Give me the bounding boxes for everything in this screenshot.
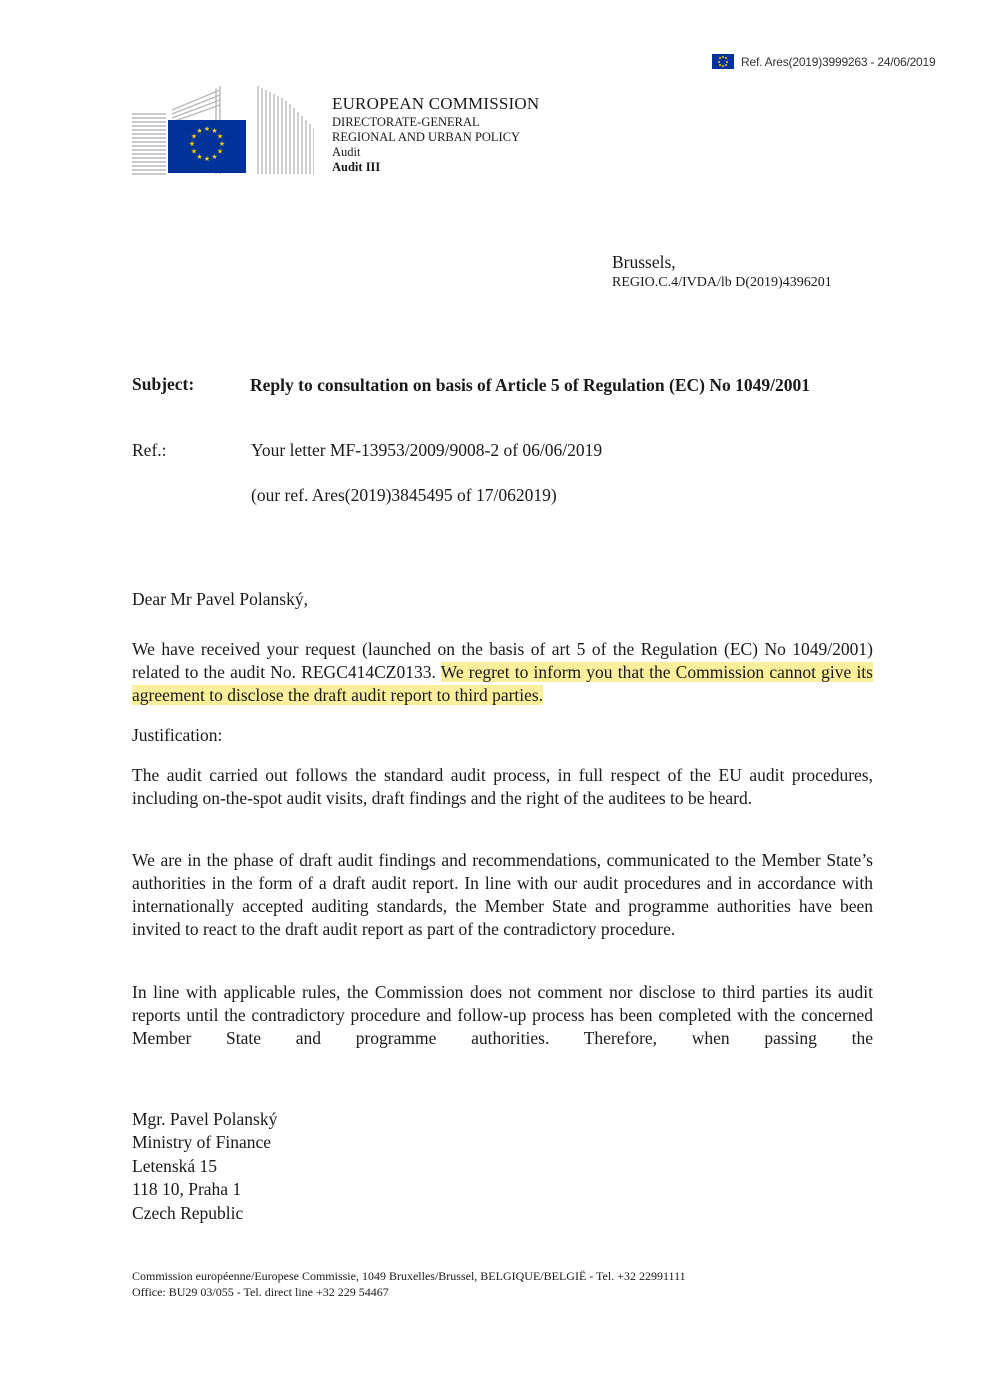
recipient-name: Mgr. Pavel Polanský	[132, 1109, 278, 1129]
paragraph-applicable-rules: In line with applicable rules, the Commission does not comment nor disclose to third parties its audit reports until the contradictory procedure and follow-up process has been completed with the concerned Member State and programme authorities. Therefore, when passing the	[132, 982, 873, 1048]
footer-office: Office: BU29 03/055 - Tel. direct line +32 229 54467	[132, 1285, 389, 1299]
ref-label: Ref.:	[132, 440, 167, 460]
svg-text:★: ★	[190, 147, 198, 156]
eu-flag-icon	[712, 54, 734, 69]
footer-address: Commission européenne/Europese Commissie, 1049 Bruxelles/Brussel, BELGIQUE/BELGIË - Tel. +32 22991111	[132, 1269, 686, 1283]
svg-text:★: ★	[196, 153, 203, 161]
svg-text:★: ★	[216, 132, 224, 141]
paragraph-request	[132, 638, 873, 707]
ares-reference: Ref. Ares(2019)3999263 - 24/06/2019	[741, 54, 936, 69]
svg-text:★: ★	[216, 147, 224, 156]
institution-name: EUROPEAN COMMISSION	[332, 94, 540, 113]
justification-label: Justification:	[132, 725, 223, 745]
footer	[132, 1268, 686, 1300]
ref-letter: Your letter MF-13953/2009/9008-2 of 06/06/2019	[251, 440, 603, 460]
svg-text:★: ★	[190, 132, 198, 141]
svg-text:★: ★	[196, 127, 203, 135]
recipient-country: Czech Republic	[132, 1202, 244, 1223]
sub-unit-name: Audit III	[332, 160, 381, 174]
subject-text: Reply to consultation on basis of Article 5 of Regulation (EC) No 1049/2001	[250, 375, 810, 395]
svg-text:★: ★	[211, 127, 218, 135]
paragraph-request-text: We have received your request (launched on the basis of art 5 of the Regulation (EC) No 1049/2001) related to the audit No. REGC414CZ0133.	[132, 639, 873, 682]
svg-text:★: ★	[218, 140, 226, 148]
unit-name: Audit	[332, 145, 361, 159]
highlighted-refusal: We regret to inform you that the Commission cannot give its agreement to disclose the draft audit report to third parties.	[132, 662, 873, 705]
svg-text:★: ★	[211, 153, 218, 161]
svg-text:★: ★	[188, 140, 196, 148]
salutation: Dear Mr Pavel Polanský,	[132, 589, 308, 609]
recipient-postcode-city: 118 10, Praha 1	[132, 1179, 242, 1200]
paragraph-audit-phase: We are in the phase of draft audit findings and recommendations, communicated to the Member State’s authorities in the form of a draft audit report. In line with our audit procedures and in accordance with internationally accepted auditing standards, the Member State and programme authorities have been invited to react to the draft audit report as part of the contradictory procedure.	[132, 850, 873, 939]
svg-text:★: ★	[203, 155, 211, 163]
recipient-street: Letenská 15	[132, 1155, 218, 1176]
recipient-address	[132, 1108, 277, 1225]
directorate-name: REGIONAL AND URBAN POLICY	[332, 130, 521, 144]
paragraph-audit-process: The audit carried out follows the standard audit process, in full respect of the EU audit procedures, including on-the-spot audit visits, draft findings and the right of the auditees to be heard.	[132, 765, 873, 808]
subject-label: Subject:	[132, 374, 195, 394]
document-reference: REGIO.C.4/IVDA/lb D(2019)4396201	[612, 275, 832, 290]
directorate-general: DIRECTORATE-GENERAL	[332, 115, 480, 129]
ref-our-ref: (our ref. Ares(2019)3845495 of 17/062019)	[251, 485, 557, 505]
svg-text:★: ★	[203, 125, 211, 133]
recipient-organisation: Ministry of Finance	[132, 1132, 272, 1153]
place-date: Brussels,	[612, 252, 676, 272]
european-commission-logo	[132, 84, 314, 176]
ares-stamp	[712, 54, 935, 69]
